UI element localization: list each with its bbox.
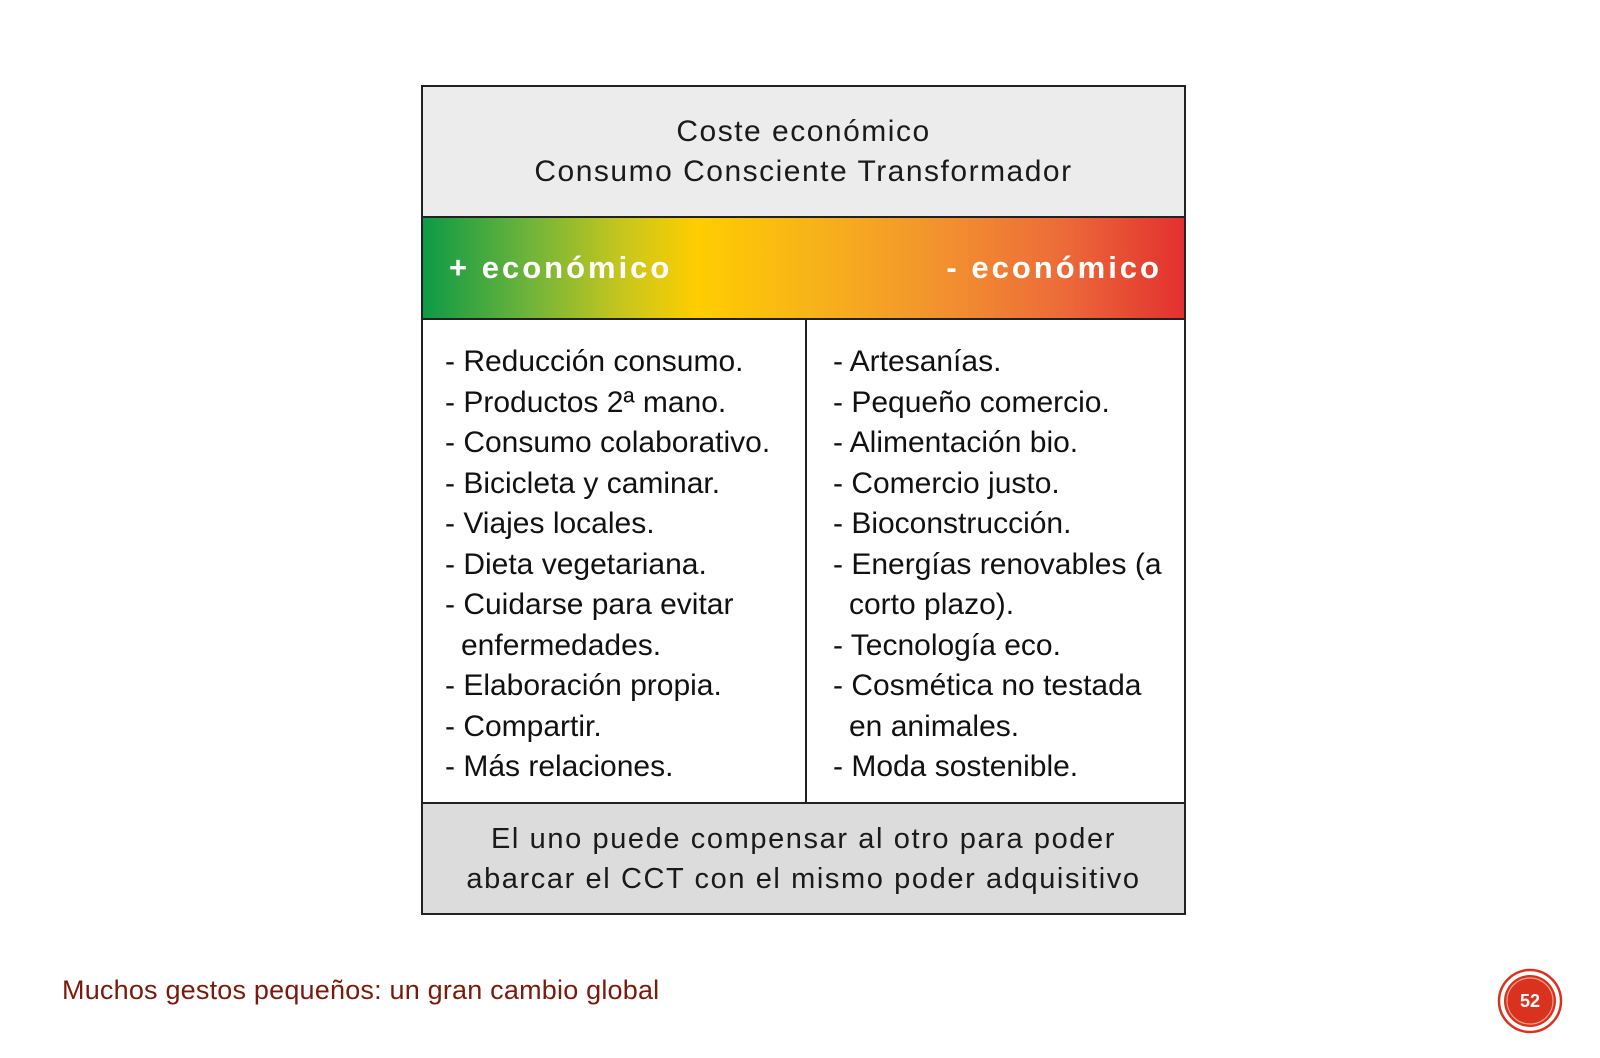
footer-note-line1: El uno puede compensar al otro para poder [490, 822, 1117, 855]
list-item: - Moda sostenible. [833, 750, 1079, 783]
list-item: - Alimentación bio. [833, 426, 1079, 459]
list-item: - Consumo colaborativo. [445, 426, 771, 459]
more-economic-column [445, 342, 800, 788]
less-economic-label: - económico [946, 250, 1162, 285]
footer-note-line2: abarcar el CCT con el mismo poder adquisitivo [466, 862, 1141, 895]
list-item: - Pequeño comercio. [833, 385, 1110, 419]
list-item: - Cosmética no testada en animales. [833, 669, 1142, 743]
list-item: - Viajes locales. [445, 507, 655, 540]
list-item: - Tecnología eco. [833, 628, 1061, 662]
cost-gradient-bar [423, 218, 1184, 320]
table-header [423, 87, 1184, 218]
column-divider [805, 320, 807, 802]
more-economic-label: + económico [449, 250, 673, 285]
list-item: - Energías renovables (a corto plazo). [833, 547, 1162, 621]
list-item: - Productos 2ª mano. [445, 385, 727, 419]
list-item: - Compartir. [445, 709, 602, 743]
cost-table [421, 85, 1186, 915]
items-columns [423, 320, 1184, 804]
list-item: - Dieta vegetariana. [445, 547, 707, 581]
slide-footer-text: Muchos gestos pequeños: un gran cambio global [62, 975, 660, 1005]
list-item: - Artesanías. [833, 345, 1002, 378]
list-item: - Comercio justo. [833, 466, 1060, 500]
list-item: - Bioconstrucción. [833, 507, 1072, 540]
list-item: - Reducción consumo. [445, 345, 744, 378]
list-item: - Bicicleta y caminar. [445, 466, 721, 500]
header-title: Coste económico [676, 114, 931, 148]
header-subtitle: Consumo Consciente Transformador [534, 154, 1073, 188]
table-footer-note [423, 804, 1184, 913]
list-item: - Elaboración propia. [445, 669, 722, 702]
page-number: 52 [1519, 990, 1541, 1011]
list-item: - Cuidarse para evitar enfermedades. [445, 588, 734, 662]
list-item: - Más relaciones. [445, 750, 674, 783]
less-economic-column [833, 342, 1178, 788]
